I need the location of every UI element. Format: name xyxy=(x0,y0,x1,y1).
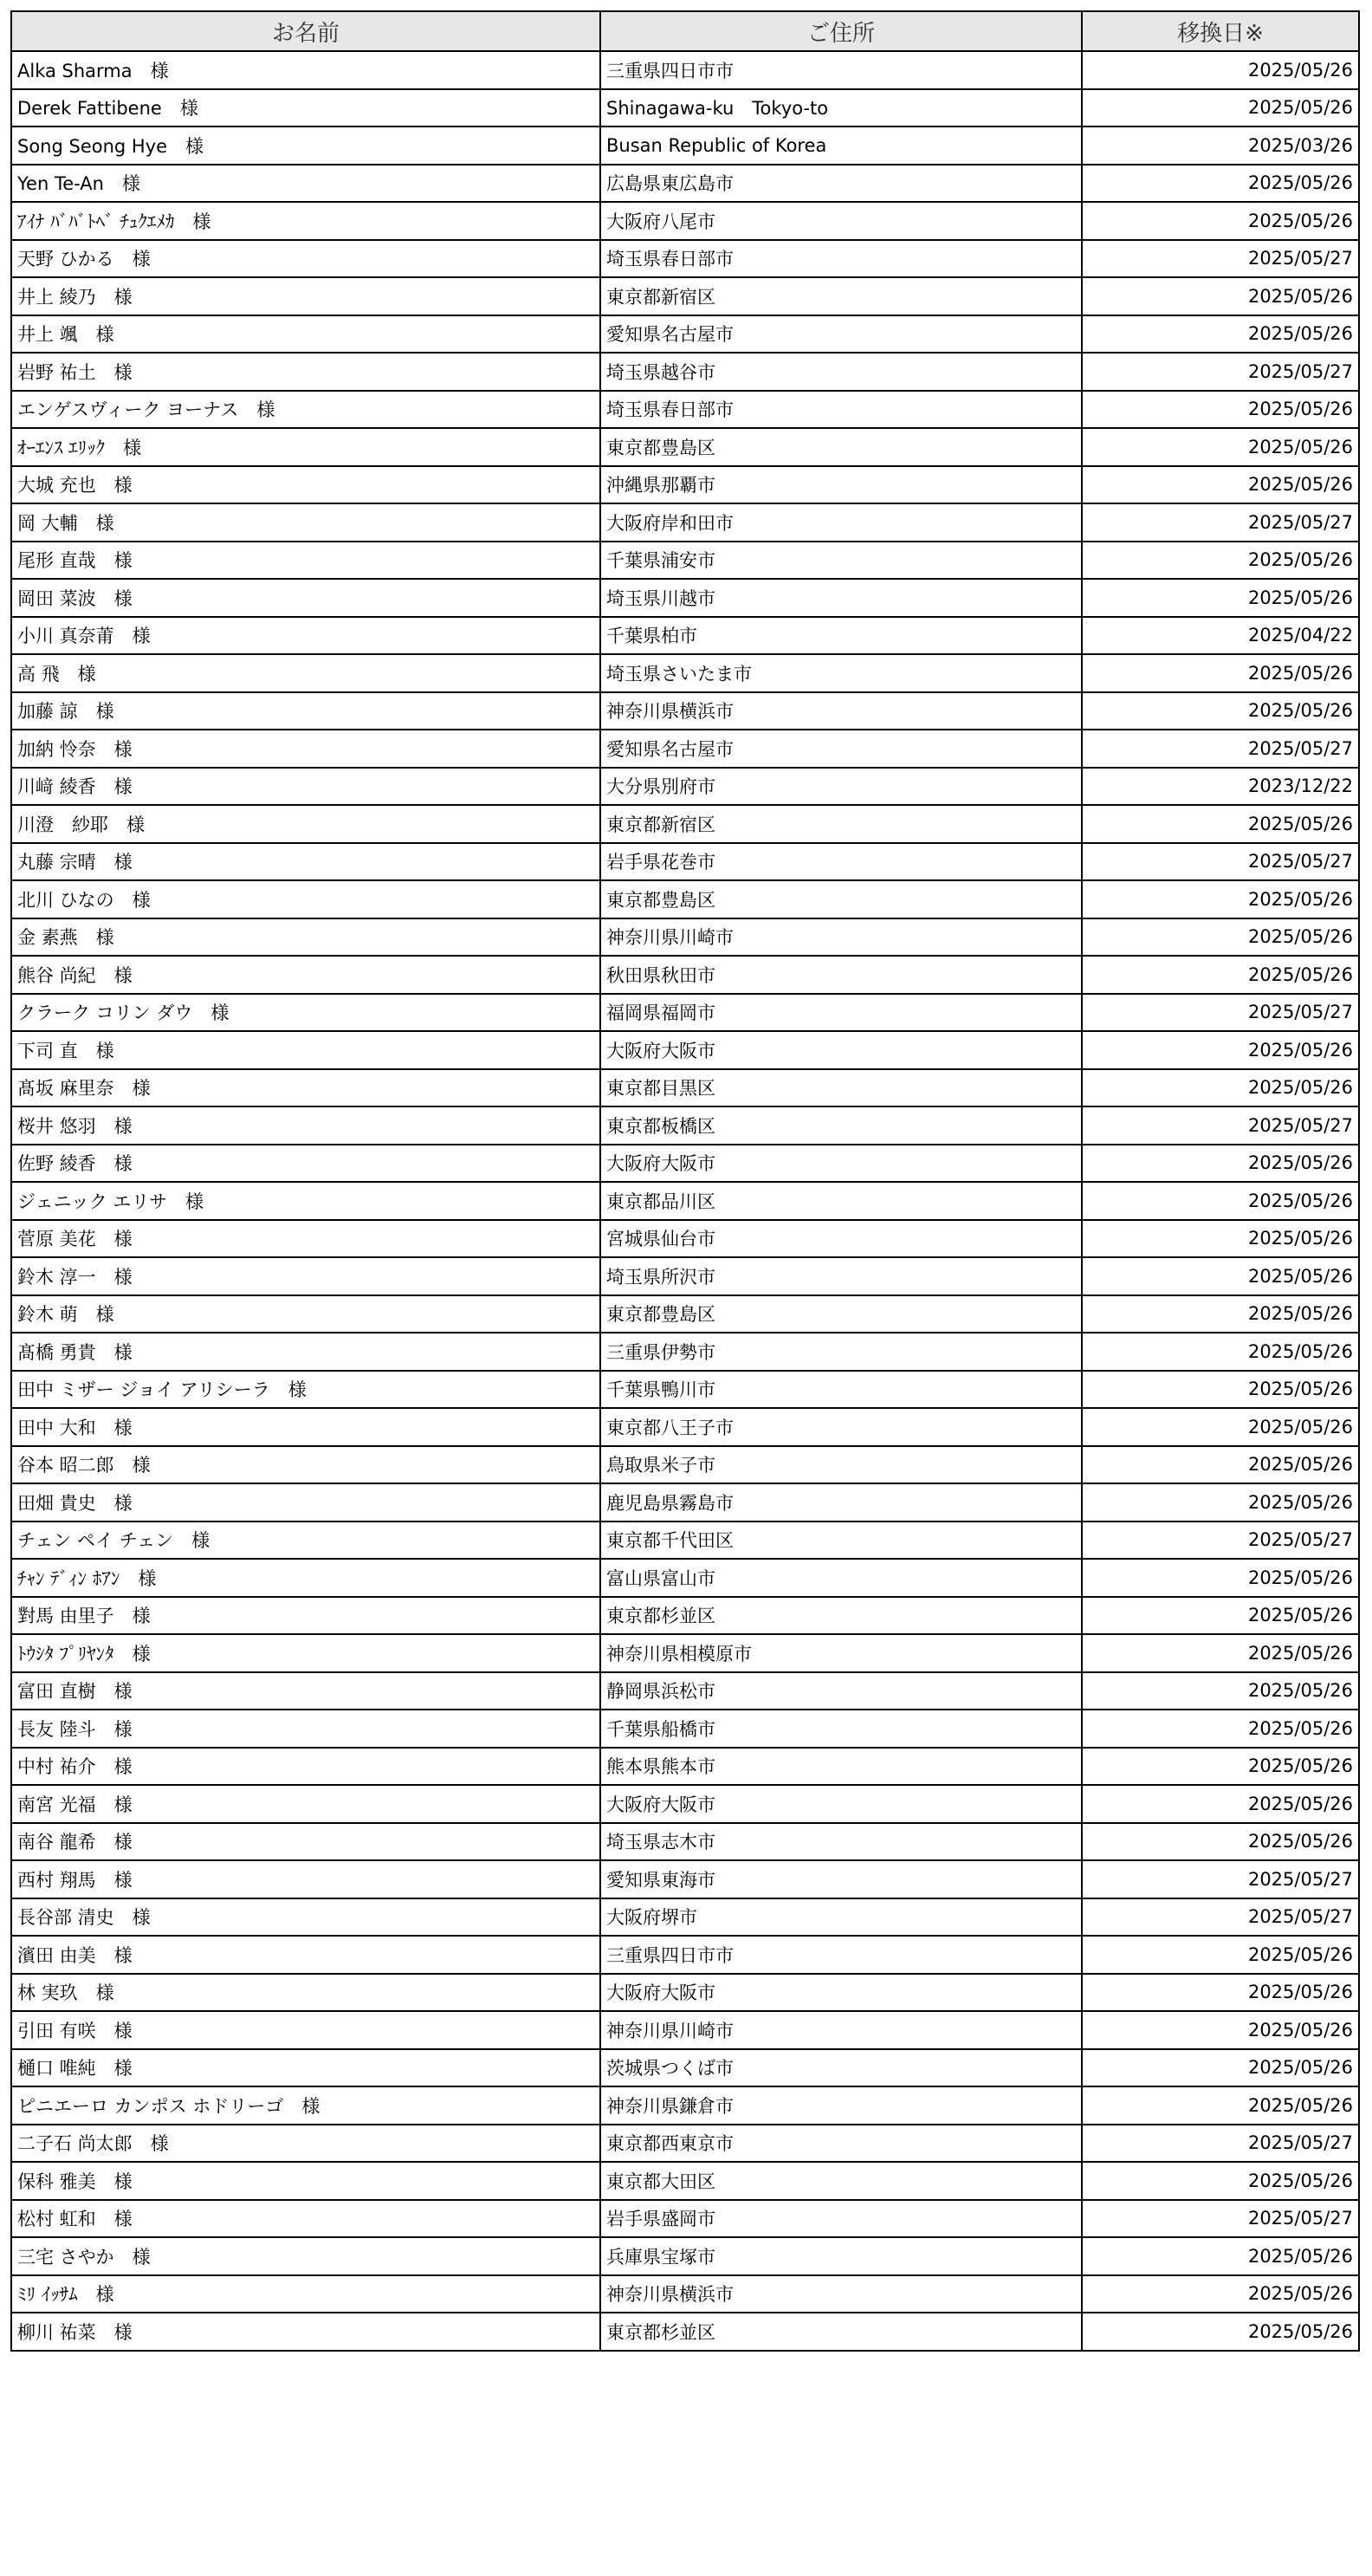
name-cell: Yen Te-An 様 xyxy=(11,165,600,203)
address-cell: 埼玉県川越市 xyxy=(600,579,1082,617)
table-row xyxy=(11,1974,1359,2012)
address-cell: 東京都新宿区 xyxy=(600,277,1082,315)
table-row xyxy=(11,315,1359,354)
address-cell: 鳥取県米子市 xyxy=(600,1446,1082,1484)
address-cell: 大阪府岸和田市 xyxy=(600,503,1082,542)
name-cell: 田中 ミザー ジョイ アリシーラ 様 xyxy=(11,1371,600,1409)
address-cell: 秋田県秋田市 xyxy=(600,956,1082,994)
address-cell: 三重県伊勢市 xyxy=(600,1333,1082,1371)
name-cell: 佐野 綾香 様 xyxy=(11,1145,600,1183)
date-cell: 2025/05/26 xyxy=(1082,1257,1359,1295)
date-cell: 2025/05/27 xyxy=(1082,730,1359,768)
date-cell: 2025/05/27 xyxy=(1082,2125,1359,2163)
table-row xyxy=(11,843,1359,881)
name-cell: 高 飛 様 xyxy=(11,654,600,692)
address-cell: 東京都目黒区 xyxy=(600,1069,1082,1107)
date-cell: 2025/05/26 xyxy=(1082,1069,1359,1107)
date-cell: 2025/05/27 xyxy=(1082,240,1359,278)
date-cell: 2025/05/26 xyxy=(1082,1936,1359,1974)
name-cell: クラーク コリン ダウ 様 xyxy=(11,994,600,1032)
address-cell: 愛知県名古屋市 xyxy=(600,730,1082,768)
date-cell: 2025/05/26 xyxy=(1082,1974,1359,2012)
address-cell: 三重県四日市市 xyxy=(600,1936,1082,1974)
table-row xyxy=(11,89,1359,127)
date-cell: 2025/05/26 xyxy=(1082,2049,1359,2087)
date-cell: 2025/05/26 xyxy=(1082,89,1359,127)
date-cell: 2025/05/26 xyxy=(1082,428,1359,466)
table-row xyxy=(11,1823,1359,1861)
date-cell: 2025/05/26 xyxy=(1082,956,1359,994)
name-cell: 加納 怜奈 様 xyxy=(11,730,600,768)
address-cell: 愛知県名古屋市 xyxy=(600,315,1082,354)
address-cell: 大分県別府市 xyxy=(600,768,1082,806)
name-cell: 井上 颯 様 xyxy=(11,315,600,354)
date-cell: 2025/05/26 xyxy=(1082,1031,1359,1069)
table-row xyxy=(11,391,1359,429)
date-cell: 2025/05/26 xyxy=(1082,2313,1359,2351)
name-cell: 川﨑 綾香 様 xyxy=(11,768,600,806)
name-cell: ﾐﾘ ｲｯｻﾑ 様 xyxy=(11,2275,600,2313)
date-cell: 2025/05/27 xyxy=(1082,1522,1359,1560)
address-cell: 東京都豊島区 xyxy=(600,428,1082,466)
date-cell: 2025/05/26 xyxy=(1082,692,1359,730)
table-row xyxy=(11,2086,1359,2125)
date-cell: 2025/05/26 xyxy=(1082,277,1359,315)
date-cell: 2025/05/26 xyxy=(1082,1145,1359,1183)
table-row xyxy=(11,1220,1359,1258)
address-cell: 神奈川県川崎市 xyxy=(600,918,1082,957)
date-cell: 2025/05/26 xyxy=(1082,542,1359,580)
name-cell: 松村 虹和 様 xyxy=(11,2200,600,2238)
name-cell: Derek Fattibene 様 xyxy=(11,89,600,127)
name-cell: 谷本 昭二郎 様 xyxy=(11,1446,600,1484)
name-cell: 南谷 龍希 様 xyxy=(11,1823,600,1861)
table-row xyxy=(11,51,1359,89)
table-row xyxy=(11,1257,1359,1295)
name-cell: 林 実玖 様 xyxy=(11,1974,600,2012)
address-cell: 埼玉県所沢市 xyxy=(600,1257,1082,1295)
name-cell: 柳川 祐菜 様 xyxy=(11,2313,600,2351)
date-cell: 2025/05/26 xyxy=(1082,466,1359,504)
date-cell: 2025/05/26 xyxy=(1082,2011,1359,2049)
address-cell: 埼玉県志木市 xyxy=(600,1823,1082,1861)
date-cell: 2025/05/27 xyxy=(1082,994,1359,1032)
header-address: ご住所 xyxy=(600,11,1082,51)
address-cell: 福岡県福岡市 xyxy=(600,994,1082,1032)
table-row xyxy=(11,127,1359,165)
table-row xyxy=(11,2162,1359,2200)
address-cell: 大阪府八尾市 xyxy=(600,202,1082,240)
date-cell: 2025/05/27 xyxy=(1082,2200,1359,2238)
address-cell: 愛知県東海市 xyxy=(600,1860,1082,1898)
date-cell: 2025/05/27 xyxy=(1082,843,1359,881)
table-row xyxy=(11,2049,1359,2087)
address-cell: 東京都杉並区 xyxy=(600,1597,1082,1635)
table-row xyxy=(11,1408,1359,1446)
table-row xyxy=(11,1483,1359,1522)
date-cell: 2025/05/27 xyxy=(1082,503,1359,542)
name-cell: 井上 綾乃 様 xyxy=(11,277,600,315)
address-cell: 岩手県花巻市 xyxy=(600,843,1082,881)
table-row xyxy=(11,2125,1359,2163)
date-cell: 2025/05/26 xyxy=(1082,1220,1359,1258)
date-cell: 2025/05/26 xyxy=(1082,1408,1359,1446)
name-cell: 小川 真奈莆 様 xyxy=(11,617,600,655)
table-row xyxy=(11,1559,1359,1597)
name-cell: ピニエーロ カンポス ホドリーゴ 様 xyxy=(11,2086,600,2125)
name-cell: 濱田 由美 様 xyxy=(11,1936,600,1974)
date-cell: 2025/05/26 xyxy=(1082,880,1359,918)
address-cell: 千葉県船橋市 xyxy=(600,1710,1082,1748)
name-cell: 引田 有咲 様 xyxy=(11,2011,600,2049)
table-row xyxy=(11,165,1359,203)
name-cell: ﾁｬﾝ ﾃﾞｨﾝ ﾎｱﾝ 様 xyxy=(11,1559,600,1597)
date-cell: 2025/05/26 xyxy=(1082,2275,1359,2313)
address-cell: 東京都大田区 xyxy=(600,2162,1082,2200)
address-cell: 茨城県つくば市 xyxy=(600,2049,1082,2087)
date-cell: 2025/05/26 xyxy=(1082,1333,1359,1371)
date-cell: 2025/05/26 xyxy=(1082,165,1359,203)
table-row xyxy=(11,1333,1359,1371)
date-cell: 2025/05/26 xyxy=(1082,1446,1359,1484)
address-cell: 東京都新宿区 xyxy=(600,805,1082,843)
name-cell: 髙坂 麻里奈 様 xyxy=(11,1069,600,1107)
date-cell: 2025/05/26 xyxy=(1082,1672,1359,1710)
table-row xyxy=(11,1371,1359,1409)
table-row xyxy=(11,1672,1359,1710)
table-row xyxy=(11,542,1359,580)
address-cell: 東京都板橋区 xyxy=(600,1106,1082,1145)
address-cell: 富山県富山市 xyxy=(600,1559,1082,1597)
name-cell: チェン ペイ チェン 様 xyxy=(11,1522,600,1560)
name-cell: 對馬 由里子 様 xyxy=(11,1597,600,1635)
table-row xyxy=(11,353,1359,391)
table-row xyxy=(11,2011,1359,2049)
table-row xyxy=(11,880,1359,918)
table-row xyxy=(11,240,1359,278)
transfer-list-table xyxy=(10,10,1360,2352)
address-cell: 東京都西東京市 xyxy=(600,2125,1082,2163)
name-cell: ｱｲﾅ ﾊﾞﾊﾞﾄﾍﾞ ﾁｭｸｴﾒｶ 様 xyxy=(11,202,600,240)
date-cell: 2025/05/26 xyxy=(1082,202,1359,240)
date-cell: 2025/05/26 xyxy=(1082,1483,1359,1522)
date-cell: 2025/05/26 xyxy=(1082,1182,1359,1220)
name-cell: 長友 陸斗 様 xyxy=(11,1710,600,1748)
name-cell: 菅原 美花 様 xyxy=(11,1220,600,1258)
name-cell: 下司 直 様 xyxy=(11,1031,600,1069)
address-cell: 大阪府大阪市 xyxy=(600,1145,1082,1183)
address-cell: 東京都八王子市 xyxy=(600,1408,1082,1446)
address-cell: 熊本県熊本市 xyxy=(600,1748,1082,1786)
date-cell: 2025/03/26 xyxy=(1082,127,1359,165)
address-cell: 鹿児島県霧島市 xyxy=(600,1483,1082,1522)
address-cell: 千葉県浦安市 xyxy=(600,542,1082,580)
table-row xyxy=(11,2313,1359,2351)
name-cell: 鈴木 淳一 様 xyxy=(11,1257,600,1295)
name-cell: 髙橋 勇貴 様 xyxy=(11,1333,600,1371)
table-row xyxy=(11,768,1359,806)
date-cell: 2025/05/26 xyxy=(1082,2237,1359,2275)
address-cell: 埼玉県春日部市 xyxy=(600,391,1082,429)
name-cell: 尾形 直哉 様 xyxy=(11,542,600,580)
table-row xyxy=(11,1182,1359,1220)
address-cell: 沖縄県那覇市 xyxy=(600,466,1082,504)
address-cell: 岩手県盛岡市 xyxy=(600,2200,1082,2238)
name-cell: 中村 祐介 様 xyxy=(11,1748,600,1786)
table-row xyxy=(11,1860,1359,1898)
table-row xyxy=(11,1898,1359,1937)
name-cell: ｵｰｴﾝｽ ｴﾘｯｸ 様 xyxy=(11,428,600,466)
name-cell: Alka Sharma 様 xyxy=(11,51,600,89)
address-cell: 三重県四日市市 xyxy=(600,51,1082,89)
table-row xyxy=(11,579,1359,617)
address-cell: 千葉県鴨川市 xyxy=(600,1371,1082,1409)
address-cell: 兵庫県宝塚市 xyxy=(600,2237,1082,2275)
address-cell: 埼玉県さいたま市 xyxy=(600,654,1082,692)
name-cell: 川澄 紗耶 様 xyxy=(11,805,600,843)
name-cell: 二子石 尚太郎 様 xyxy=(11,2125,600,2163)
table-row xyxy=(11,1031,1359,1069)
name-cell: 丸藤 宗晴 様 xyxy=(11,843,600,881)
address-cell: 神奈川県鎌倉市 xyxy=(600,2086,1082,2125)
name-cell: 長谷部 清史 様 xyxy=(11,1898,600,1937)
name-cell: Song Seong Hye 様 xyxy=(11,127,600,165)
date-cell: 2025/05/26 xyxy=(1082,51,1359,89)
table-row xyxy=(11,918,1359,957)
name-cell: ﾄｳｼﾀ ﾌﾟﾘﾔﾝﾀ 様 xyxy=(11,1634,600,1672)
date-cell: 2023/12/22 xyxy=(1082,768,1359,806)
table-row xyxy=(11,1710,1359,1748)
date-cell: 2025/05/26 xyxy=(1082,1597,1359,1635)
name-cell: 天野 ひかる 様 xyxy=(11,240,600,278)
address-cell: 埼玉県春日部市 xyxy=(600,240,1082,278)
name-cell: 西村 翔馬 様 xyxy=(11,1860,600,1898)
date-cell: 2025/04/22 xyxy=(1082,617,1359,655)
table-row xyxy=(11,202,1359,240)
address-cell: Shinagawa-ku Tokyo-to xyxy=(600,89,1082,127)
date-cell: 2025/05/26 xyxy=(1082,1823,1359,1861)
table-row xyxy=(11,1785,1359,1823)
name-cell: 三宅 さやか 様 xyxy=(11,2237,600,2275)
table-header xyxy=(11,11,1359,51)
address-cell: 神奈川県横浜市 xyxy=(600,2275,1082,2313)
date-cell: 2025/05/26 xyxy=(1082,1710,1359,1748)
date-cell: 2025/05/26 xyxy=(1082,1785,1359,1823)
table-row xyxy=(11,1597,1359,1635)
name-cell: 熊谷 尚紀 様 xyxy=(11,956,600,994)
address-cell: 東京都千代田区 xyxy=(600,1522,1082,1560)
date-cell: 2025/05/26 xyxy=(1082,579,1359,617)
table-row xyxy=(11,1446,1359,1484)
address-cell: Busan Republic of Korea xyxy=(600,127,1082,165)
address-cell: 宮城県仙台市 xyxy=(600,1220,1082,1258)
name-cell: 田畑 貴史 様 xyxy=(11,1483,600,1522)
date-cell: 2025/05/26 xyxy=(1082,1748,1359,1786)
address-cell: 埼玉県越谷市 xyxy=(600,353,1082,391)
date-cell: 2025/05/26 xyxy=(1082,654,1359,692)
table-row xyxy=(11,1748,1359,1786)
name-cell: 金 素燕 様 xyxy=(11,918,600,957)
table-row xyxy=(11,654,1359,692)
table-row xyxy=(11,617,1359,655)
header-date: 移換日※ xyxy=(1082,11,1359,51)
name-cell: 保科 雅美 様 xyxy=(11,2162,600,2200)
address-cell: 大阪府大阪市 xyxy=(600,1785,1082,1823)
table-row xyxy=(11,730,1359,768)
address-cell: 大阪府大阪市 xyxy=(600,1974,1082,2012)
date-cell: 2025/05/26 xyxy=(1082,1559,1359,1597)
address-cell: 東京都杉並区 xyxy=(600,2313,1082,2351)
date-cell: 2025/05/26 xyxy=(1082,2086,1359,2125)
table-row xyxy=(11,277,1359,315)
date-cell: 2025/05/26 xyxy=(1082,315,1359,354)
name-cell: 南宮 光福 様 xyxy=(11,1785,600,1823)
name-cell: 岡 大輔 様 xyxy=(11,503,600,542)
table-row xyxy=(11,2275,1359,2313)
header-row xyxy=(11,11,1359,51)
date-cell: 2025/05/27 xyxy=(1082,1898,1359,1937)
table-row xyxy=(11,1295,1359,1333)
date-cell: 2025/05/27 xyxy=(1082,353,1359,391)
table-row xyxy=(11,1106,1359,1145)
name-cell: ジェニック エリサ 様 xyxy=(11,1182,600,1220)
table-row xyxy=(11,1634,1359,1672)
date-cell: 2025/05/26 xyxy=(1082,805,1359,843)
table-row xyxy=(11,692,1359,730)
date-cell: 2025/05/26 xyxy=(1082,391,1359,429)
name-cell: 岡田 菜波 様 xyxy=(11,579,600,617)
date-cell: 2025/05/27 xyxy=(1082,1860,1359,1898)
name-cell: エンゲスヴィーク ヨーナス 様 xyxy=(11,391,600,429)
address-cell: 広島県東広島市 xyxy=(600,165,1082,203)
address-cell: 東京都品川区 xyxy=(600,1182,1082,1220)
table-row xyxy=(11,1145,1359,1183)
table-row xyxy=(11,466,1359,504)
name-cell: 桜井 悠羽 様 xyxy=(11,1106,600,1145)
address-cell: 静岡県浜松市 xyxy=(600,1672,1082,1710)
header-name: お名前 xyxy=(11,11,600,51)
name-cell: 富田 直樹 様 xyxy=(11,1672,600,1710)
table-row xyxy=(11,2237,1359,2275)
name-cell: 岩野 祐土 様 xyxy=(11,353,600,391)
table-row xyxy=(11,956,1359,994)
table-body xyxy=(11,51,1359,2351)
name-cell: 北川 ひなの 様 xyxy=(11,880,600,918)
table-row xyxy=(11,1069,1359,1107)
date-cell: 2025/05/26 xyxy=(1082,1295,1359,1333)
table-row xyxy=(11,428,1359,466)
address-cell: 東京都豊島区 xyxy=(600,880,1082,918)
date-cell: 2025/05/26 xyxy=(1082,918,1359,957)
table-row xyxy=(11,1522,1359,1560)
date-cell: 2025/05/26 xyxy=(1082,2162,1359,2200)
name-cell: 樋口 唯純 様 xyxy=(11,2049,600,2087)
date-cell: 2025/05/26 xyxy=(1082,1371,1359,1409)
table-row xyxy=(11,503,1359,542)
address-cell: 神奈川県相模原市 xyxy=(600,1634,1082,1672)
address-cell: 大阪府大阪市 xyxy=(600,1031,1082,1069)
address-cell: 神奈川県川崎市 xyxy=(600,2011,1082,2049)
address-cell: 神奈川県横浜市 xyxy=(600,692,1082,730)
address-cell: 大阪府堺市 xyxy=(600,1898,1082,1937)
address-cell: 千葉県柏市 xyxy=(600,617,1082,655)
date-cell: 2025/05/26 xyxy=(1082,1634,1359,1672)
name-cell: 大城 充也 様 xyxy=(11,466,600,504)
date-cell: 2025/05/27 xyxy=(1082,1106,1359,1145)
name-cell: 鈴木 萌 様 xyxy=(11,1295,600,1333)
name-cell: 田中 大和 様 xyxy=(11,1408,600,1446)
address-cell: 東京都豊島区 xyxy=(600,1295,1082,1333)
table-row xyxy=(11,805,1359,843)
table-row xyxy=(11,2200,1359,2238)
name-cell: 加藤 諒 様 xyxy=(11,692,600,730)
table-row xyxy=(11,994,1359,1032)
table-row xyxy=(11,1936,1359,1974)
